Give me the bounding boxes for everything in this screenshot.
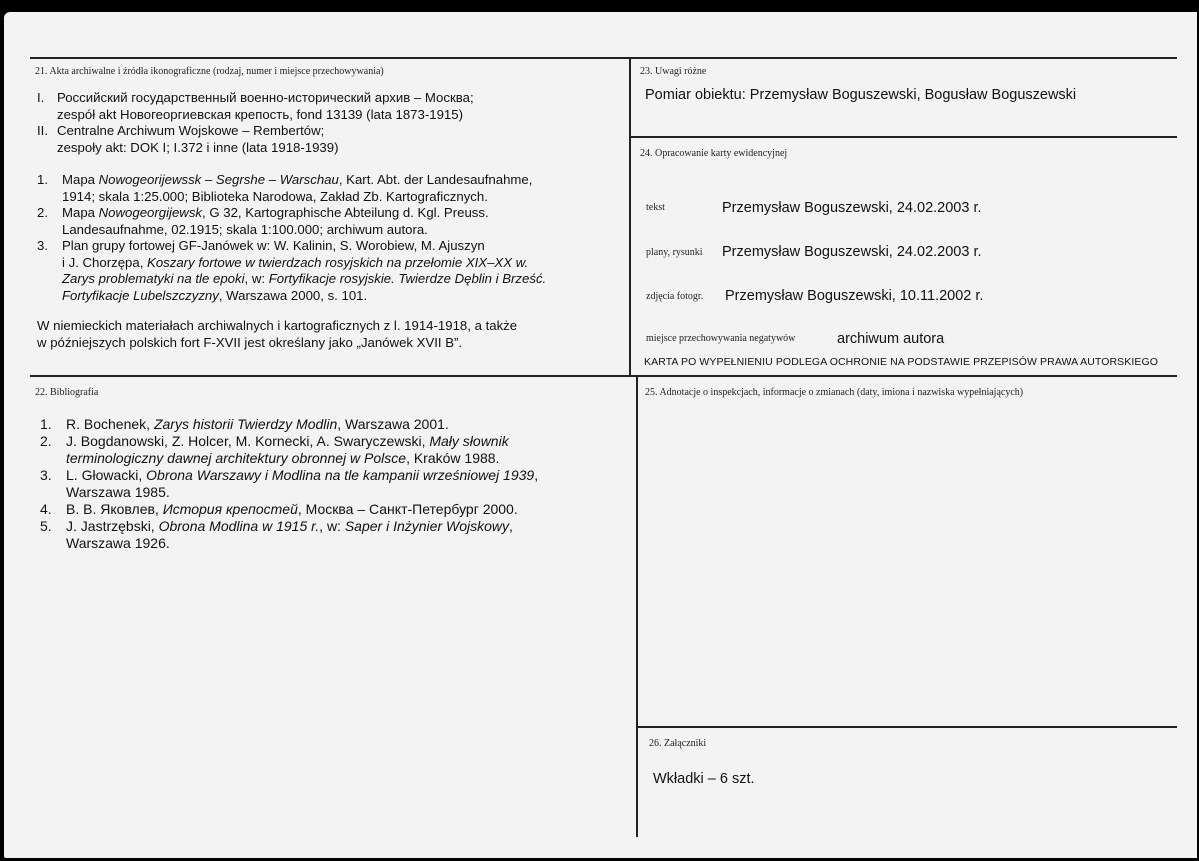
item-number: 2.: [37, 205, 48, 220]
map-line: Mapa Nowogeorijewssk – Segrshe – Warschau, Kart. Abt. der Landesaufnahme,: [62, 172, 533, 187]
item-number: II.: [37, 123, 48, 138]
divider-upper: [629, 57, 631, 377]
row-key: tekst: [646, 202, 665, 213]
map-line: Mapa Nowogeorgijewsk, G 32, Kartographische Abteilung d. Kgl. Preuss.: [62, 205, 489, 220]
section-23-label: 23. Uwagi różne: [640, 66, 707, 77]
row-value: Przemysław Boguszewski, 10.11.2002 r.: [725, 288, 984, 304]
archive-note: [37, 318, 517, 351]
middle-rule: [30, 375, 1177, 377]
row-key: miejsce przechowywania negatywów: [646, 333, 796, 344]
bib-line: Warszawa 1926.: [66, 535, 170, 551]
archive-line: zespół akt Новогеоргиевская крепость, fond 13139 (lata 1873-1915): [57, 106, 463, 122]
record-card: 21. Akta archiwalne i źródła ikonograficzne (rodzaj, numer i miejsce przechowywania) I. Российский государственный военно-исторический архив – Москва; zespół akt Новогеоргиевская крепость, fond 13139 (lata 1873-1915) II. Centralne Archiwum Wojskowe – Rembertów; zespoły akt: DOK I; I.372 i inne (lata 1918-1939) 1. Mapa Nowogeorijewssk – Segrshe – Warschau, Kart. Abt. der Landesaufnahme, 1914; skala 1:25.000; Biblioteka Narodowa, Zakład Zb. Kartograficznych. 2. Mapa Nowogeorgijewsk, G 32, Kartographische Abteilung d. Kgl. Preuss. Landesaufnahme, 02.1915; skala 1:100.000; archiwum autora. 3. Plan grupy fortowej GF-Janówek w: W. Kalinin, S. Worobiew, M. Ajuszyn i J. Chorzępa, Koszary fortowe w twierdzach rosyjskich na przełomie XIX–XX w. Zarys problematyki na tle epoki, w: Fortyfikacje rosyjskie. Twierdze Dęblin i Brześć. Fortyfikacje Lubelszczyzny, Warszawa 2000, s. 101. W niemieckich materiałach archiwalnych i kartograficznych z l. 1914-1918, a także w późniejszych polskich fort F-XVII jest określany jako „Janówek XVII B”. 23. Uwagi różne Pomiar obiektu: Przemysław Boguszewski, Bogusław Boguszewski 24. Opracowanie karty ewidencyjnej tekst Przemysław Boguszewski, 24.02.2003 r. plany, rysunki Przemysław Boguszewski, 24.02.2003 r. zdjęcia fotogr. Przemysław Boguszewski, 10.11.2002 r. miejsce przechowywania negatywów archiwum autora KARTA PO WYPEŁNIENIU PODLEGA OCHRONIE NA PODSTAWIE PRZEPISÓW PRAWA AUTORSKIEGO 22. Bibliografia 1. R. Bochenek, Zarys historii Twierdzy Modlin, Warszawa 2001. 2. J. Bogdanowski, Z. Holcer, M. Kornecki, A. Swaryczewski, Mały słownik terminologiczny dawnej architektury obronnej w Polsce, Kraków 1988. 3. L. Głowacki, Obrona Warszawy i Modlina na tle kampanii wrześniowej 1939, Warszawa 1985. 4. В. В. Яковлев, История крепостей, Москва – Санкт-Петербург 2000. 5. J. Jastrzębski, Obrona Modlina w 1915 r., w: Saper i Inżynier Wojskowy, Warszawa 1926. 25. Adnotacje o inspekcjach, informacje o zmianach (daty, imiona i nazwiska wypełniających) 26. Załączniki Wkładki – 6 szt.: [4, 12, 1197, 858]
remarks-text: Pomiar obiektu: Przemysław Boguszewski, Bogusław Boguszewski: [645, 87, 1077, 103]
archive-line: Российский государственный военно-исторический архив – Москва;: [57, 90, 474, 105]
item-number: 4.: [40, 501, 52, 517]
section-22-label: 22. Bibliografia: [35, 387, 99, 398]
item-number: I.: [37, 90, 45, 105]
map-line: Landesaufnahme, 02.1915; skala 1:100.000; archiwum autora.: [62, 221, 428, 237]
archive-line: zespoły akt: DOK I; I.372 i inne (lata 1918-1939): [57, 139, 339, 155]
section-26-label: 26. Załączniki: [649, 738, 707, 749]
attachments-text: Wkładki – 6 szt.: [653, 771, 755, 787]
item-number: 2.: [40, 433, 52, 449]
rule-25-26: [636, 726, 1177, 728]
archive-line: Centralne Archiwum Wojskowe – Rembertów;: [57, 123, 325, 138]
row-key: plany, rysunki: [646, 247, 703, 258]
rule-23-24: [631, 136, 1177, 138]
map-line: Fortyfikacje Lubelszczyzny, Warszawa 2000, s. 101.: [62, 287, 368, 303]
section-25-label: 25. Adnotacje o inspekcjach, informacje o zmianach (daty, imiona i nazwiska wypełniających): [645, 387, 1024, 398]
bib-line: Warszawa 1985.: [66, 484, 170, 500]
row-value: Przemysław Boguszewski, 24.02.2003 r.: [722, 200, 982, 216]
item-number: 1.: [40, 416, 52, 432]
map-line: i J. Chorzępa, Koszary fortowe w twierdzach rosyjskich na przełomie XIX–XX w.: [62, 254, 529, 270]
map-line: 1914; skala 1:25.000; Biblioteka Narodowa, Zakład Zb. Kartograficznych.: [62, 188, 488, 204]
top-rule: [30, 57, 1177, 59]
note-line: W niemieckich materiałach archiwalnych i kartograficznych z l. 1914-1918, a także: [37, 318, 518, 333]
note-line: w późniejszych polskich fort F-XVII jest określany jako „Janówek XVII B”.: [37, 334, 463, 350]
item-number: 5.: [40, 518, 52, 534]
divider-lower: [636, 375, 638, 837]
item-number: 1.: [37, 172, 48, 187]
section-24-label: 24. Opracowanie karty ewidencyjnej: [640, 148, 788, 159]
copyright-notice: KARTA PO WYPEŁNIENIU PODLEGA OCHRONIE NA PODSTAWIE PRZEPISÓW PRAWA AUTORSKIEGO: [644, 356, 1159, 368]
item-number: 3.: [37, 238, 48, 253]
row-value: archiwum autora: [837, 331, 945, 347]
row-key: zdjęcia fotogr.: [646, 291, 704, 302]
map-line: Plan grupy fortowej GF-Janówek w: W. Kalinin, S. Worobiew, M. Ajuszyn: [62, 238, 485, 253]
item-number: 3.: [40, 467, 52, 483]
section-21-label: 21. Akta archiwalne i źródła ikonograficzne (rodzaj, numer i miejsce przechowywania): [35, 66, 384, 77]
row-value: Przemysław Boguszewski, 24.02.2003 r.: [722, 244, 982, 260]
map-line: Zarys problematyki na tle epoki, w: Fortyfikacje rosyjskie. Twierdze Dęblin i Brześć.: [62, 271, 547, 286]
